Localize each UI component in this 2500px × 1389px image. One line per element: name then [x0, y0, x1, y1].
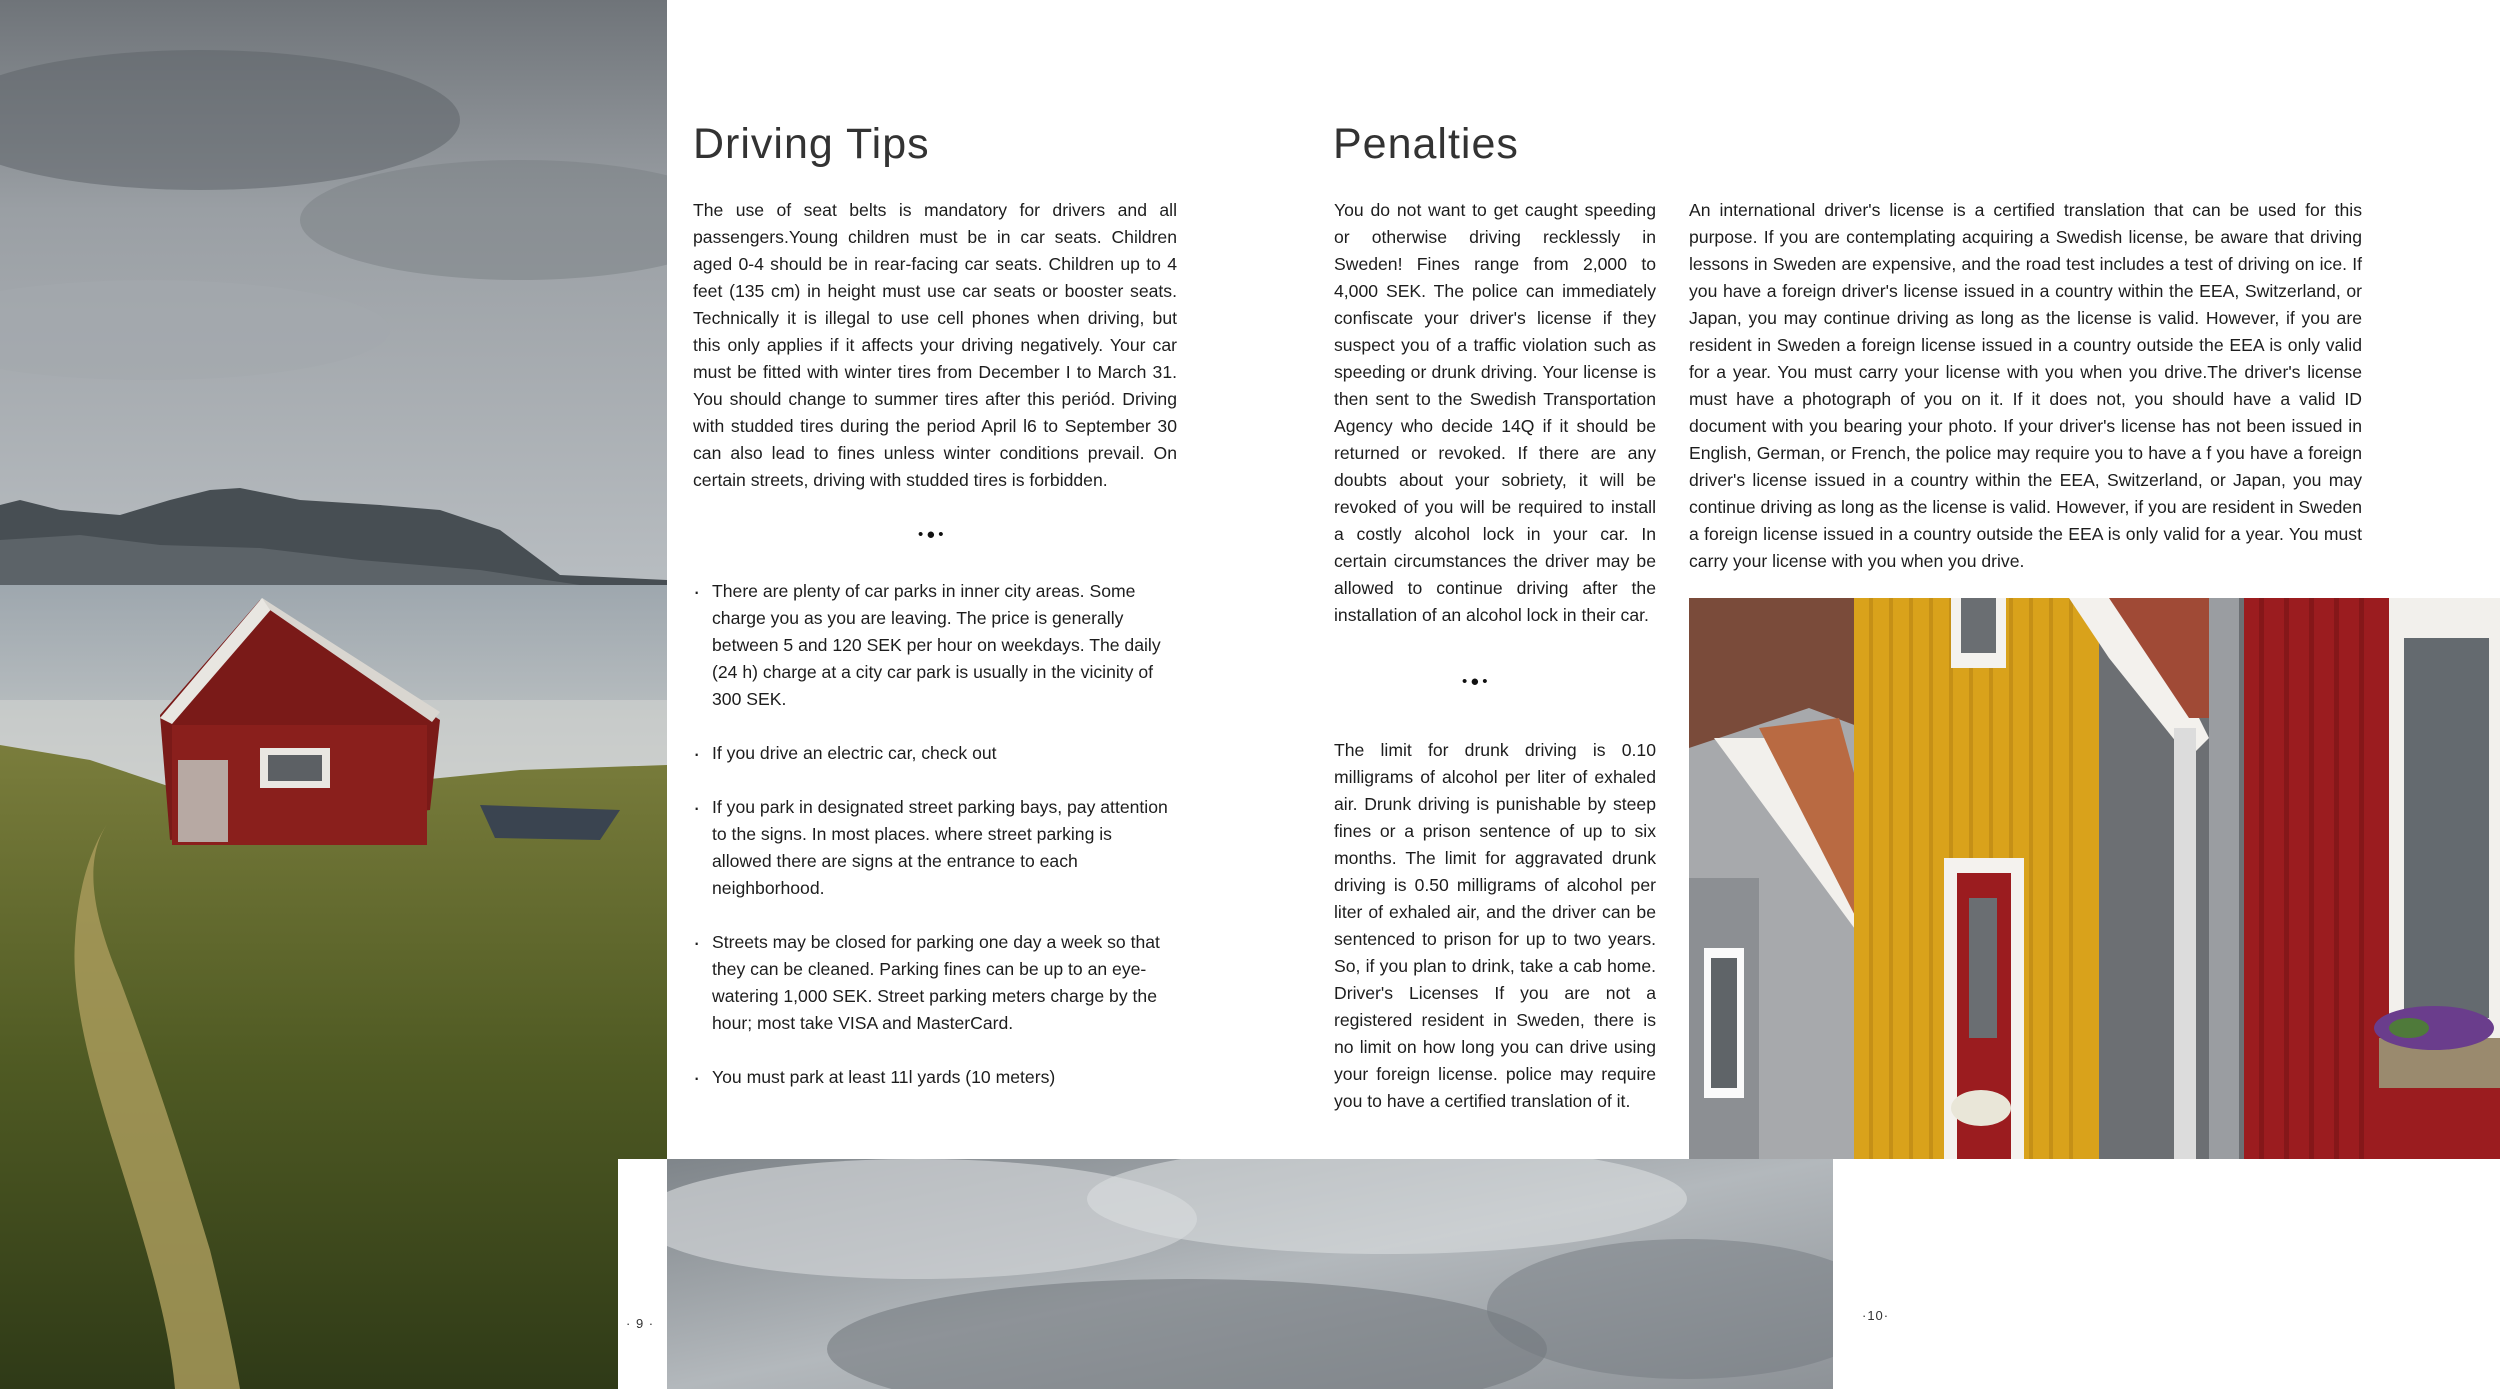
list-item: · If you drive an electric car, check out: [693, 740, 1173, 767]
heading-penalties: Penalties: [1333, 120, 1519, 168]
list-item: · If you park in designated street parking bays, pay attention to the signs. In most places. where street parking is allowed there are signs at the entrance to each neighborhood.: [693, 794, 1173, 902]
penalties-paragraph-2: The limit for drunk driving is 0.10 milligrams of alcohol per liter of exhaled air. Drunk driving is punishable by steep fines or a prison sentence of up to six months. The limit for aggravated drunk driving is 0.50 milligrams of alcohol per liter of exhaled air, and the driver can be sentenced to prison for up to two years. So, if you plan to drink, take a cab home. Driver's Licenses If you are not a registered resident in Sweden, there is no limit on how long you can drive using your foreign license. police may require you to have a certified translation of it.: [1334, 740, 1656, 1111]
page-number-right: ·10·: [1862, 1308, 1890, 1323]
list-item: · There are plenty of car parks in inner city areas. Some charge you as you are leaving. The price is generally between 5 and 120 SEK per hour on weekdays. The daily (24 h) charge at a city car park is usually in the vicinity of 300 SEK.: [693, 578, 1173, 713]
licenses-paragraph: An international driver's license is a certified translation that can be used for this purpose. If you are contemplating acquiring a Swedish license, be aware that driving lessons in Sweden are expensive, and the road test includes a test of driving on ice. If you have a foreign driver's license issued in a country within the EEA, Switzerland, or Japan, you may continue driving as long as the license is valid. However, if you are resident in Sweden a foreign license issued in a country outside the EEA is only valid for a year. You must carry your license with you when you drive.The driver's license must have a photograph of you on it. If it does not, you should have a valid ID document with you bearing your photo. If your driver's license has not been issued in English, German, or French, the police may require you to have a f you have a foreign driver's license issued in a country within the EEA, Switzerland, or Japan, you may continue driving as long as the license is valid. However, if you are resident in Sweden a foreign license issued in a country outside the EEA is only valid for a year. You must carry your license with you when you drive.: [1689, 200, 2362, 571]
photo-cloudy-sky: [667, 1159, 1833, 1389]
photo-colorful-houses: [1689, 598, 2500, 1159]
parking-tips-list: [693, 578, 1173, 1118]
section-separator-right: •●•: [1462, 673, 1491, 690]
photo-red-hut-seaside: [0, 0, 667, 1389]
list-item: · Streets may be closed for parking one day a week so that they can be cleaned. Parking fines can be up to an eye-watering 1,000 SEK. Street parking meters charge by the hour; most take VISA and MasterCard.: [693, 929, 1173, 1037]
driving-tips-paragraph: The use of seat belts is mandatory for drivers and all passengers.Young children must be in car seats. Children aged 0-4 should be in rear-facing car seats. Children up to 4 feet (135 cm) in height must use car seats or booster seats. Technically it is illegal to use cell phones when driving, but this only applies if it affects your driving negatively. Your car must be fitted with winter tires from December I to March 31. You should change to summer tires after this periód. Driving with studded tires during the period April l6 to September 30 can also lead to fines unless winter conditions prevail. On certain streets, driving with studded tires is forbidden.: [693, 200, 1177, 490]
page-number-left: · 9 ·: [626, 1316, 655, 1331]
section-separator: •●•: [918, 526, 947, 543]
penalties-paragraph-1: You do not want to get caught speeding or otherwise driving recklessly in Sweden! Fines range from 2,000 to 4,000 SEK. The police can immediately confiscate your driver's license if they suspect you of a traffic violation such as speeding or drunk driving. Your license is then sent to the Swedish Transportation Agency who decide 14Q if it should be returned or revoked. If there are any doubts about your sobriety, it will be revoked of you will be required to install a costly alcohol lock in your car. In certain circumstances the driver may be allowed to continue driving after the installation of an alcohol lock in their car.: [1334, 200, 1656, 625]
page-margin-strip: [618, 1159, 667, 1389]
list-item: · You must park at least 11l yards (10 meters): [693, 1064, 1173, 1091]
heading-driving-tips: Driving Tips: [693, 120, 930, 168]
